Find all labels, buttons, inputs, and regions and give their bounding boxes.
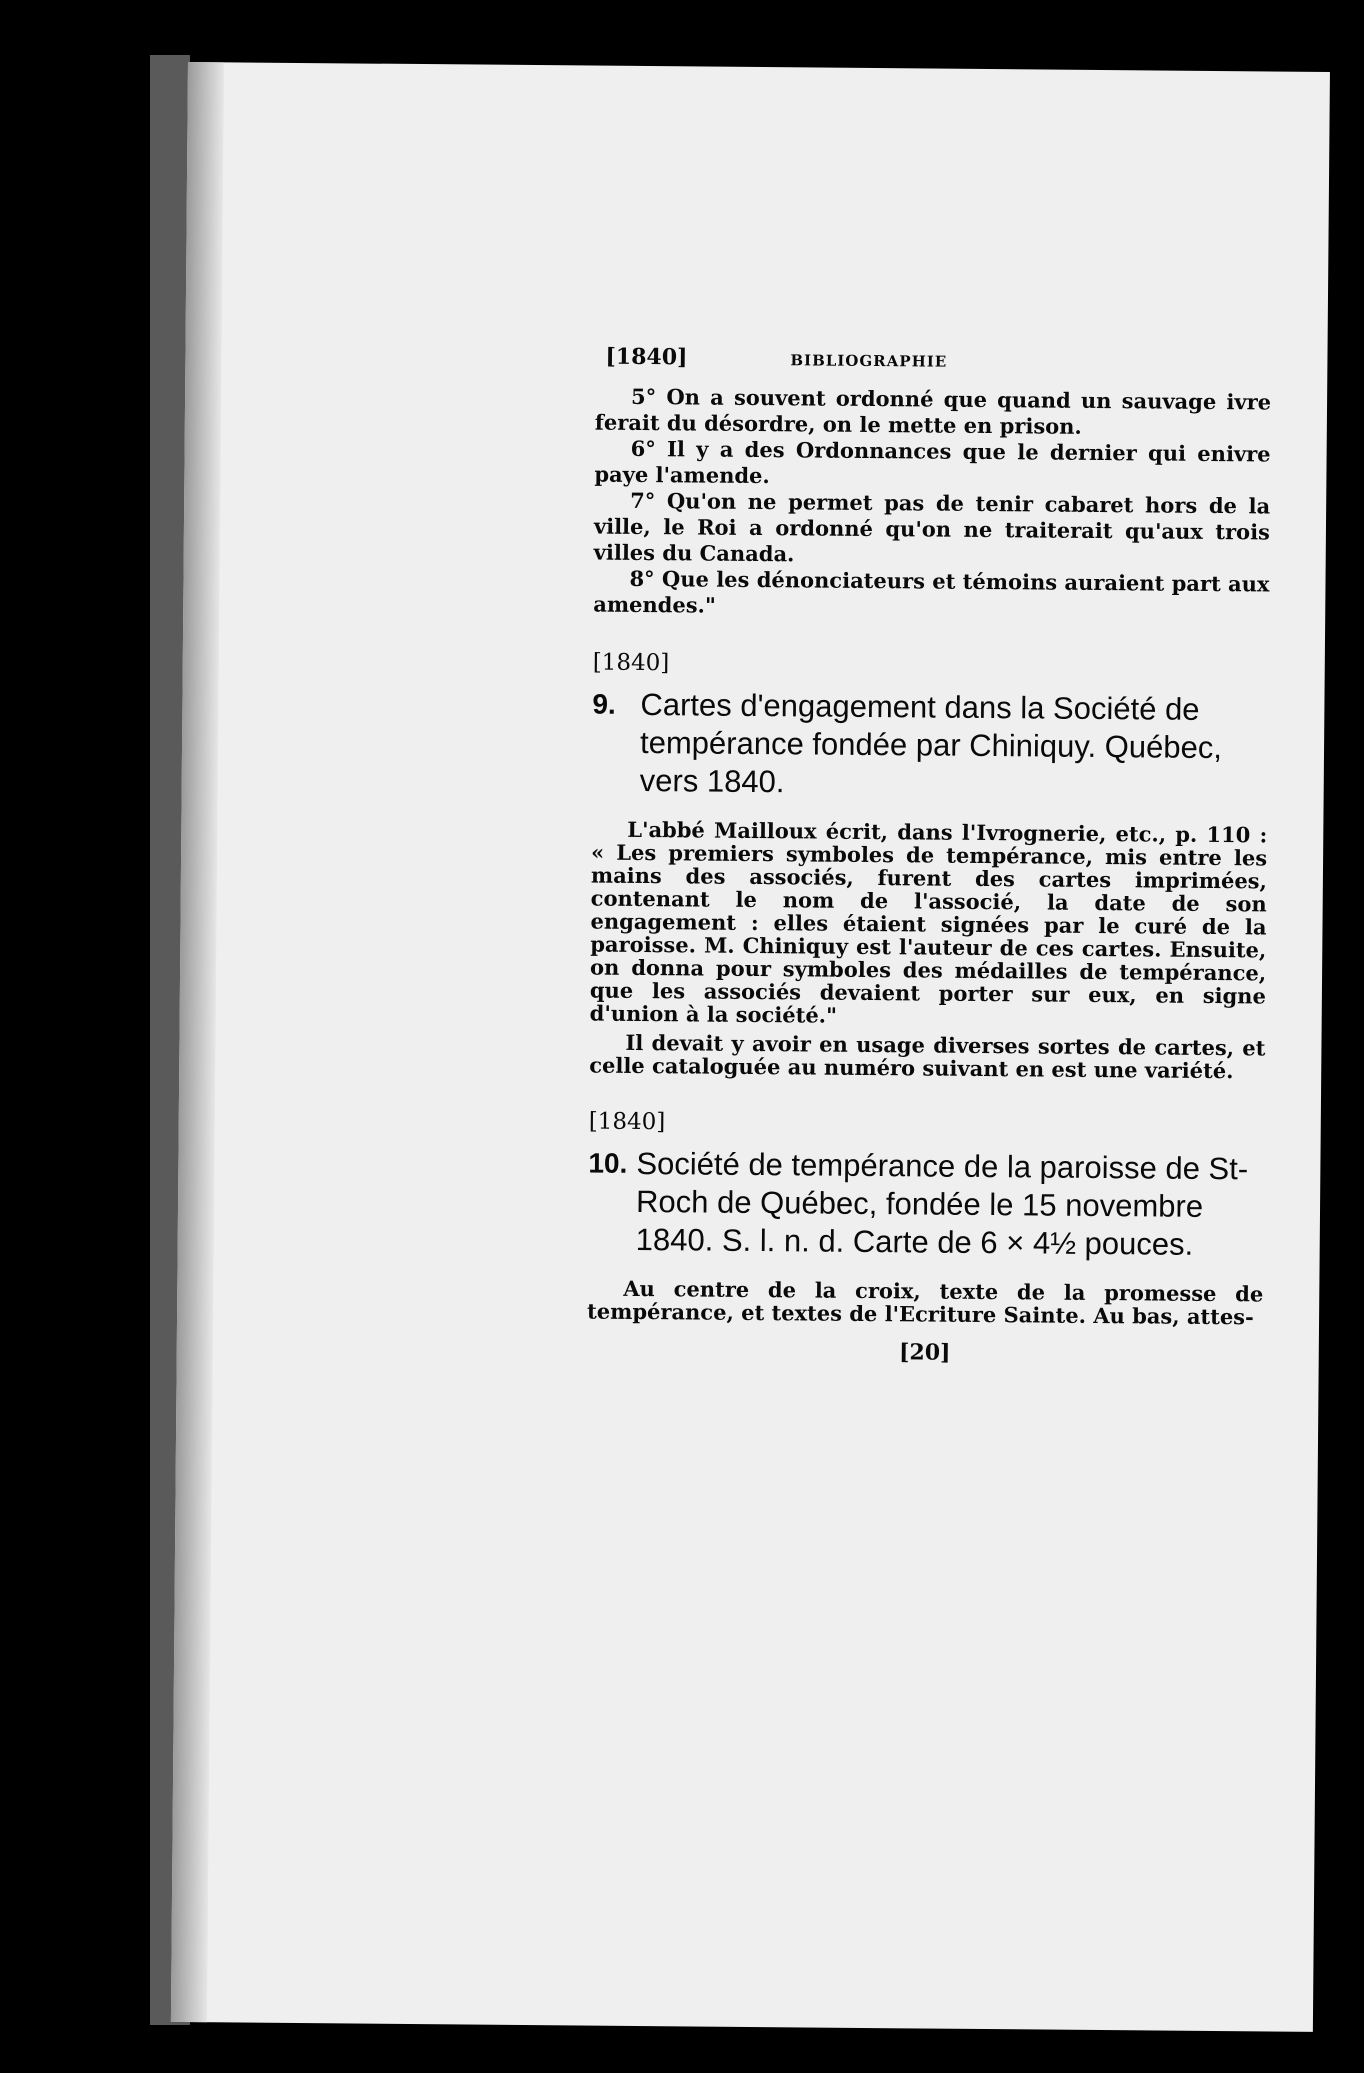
page-content xyxy=(587,344,1272,1369)
entry-number: 10. xyxy=(588,1147,628,1179)
entry-year: [1840] xyxy=(592,649,670,677)
entry-note: Au centre de la croix, texte de la promesse de tempérance, et textes de l'Ecriture Sainte. Au bas, attes- xyxy=(587,1275,1264,1330)
page-number: [20] xyxy=(898,1339,951,1366)
quote-item: 6° Il y a des Ordonnances que le dernier qui enivre paye l'amende. xyxy=(594,435,1271,489)
entry-title: Cartes d'engagement dans la Société de tempérance fondée par Chiniquy. Québec, vers 1840. xyxy=(639,686,1223,800)
entry-year: [1840] xyxy=(588,1108,666,1136)
entry-heading xyxy=(592,686,1269,806)
book-page xyxy=(171,62,1330,2032)
entry-number: 9. xyxy=(592,688,616,720)
quote-item: 7° Qu'on ne permet pas de tenir cabaret hors de la ville, le Roi a ordonné qu'on ne traiterait qu'aux trois villes du Canada. xyxy=(593,487,1271,567)
entry-title: Société de tempérance de la paroisse de St-Roch de Québec, fondée le 15 novembre 1840. S. l. n. d. Carte de 6 × 4½ pouces. xyxy=(635,1145,1249,1262)
entry-9 xyxy=(589,650,1269,1083)
running-head-year: [1840] xyxy=(605,343,688,371)
entry-10 xyxy=(587,1109,1265,1329)
entry-heading xyxy=(588,1145,1265,1265)
quote-list xyxy=(593,384,1271,624)
running-head xyxy=(595,344,1271,390)
running-head-title: BIBLIOGRAPHIE xyxy=(790,351,948,371)
entry-note: Il devait y avoir en usage diverses sortes de cartes, et celle cataloguée au numéro suivant en est une variété. xyxy=(589,1029,1266,1084)
quote-item: 8° Que les dénonciateurs et témoins auraient part aux amendes." xyxy=(593,565,1270,618)
quote-item: 5° On a souvent ordonné que quand un sauvage ivre ferait du désordre, on le mette en prison. xyxy=(594,383,1272,439)
entry-note: L'abbé Mailloux écrit, dans l'Ivrognerie, etc., p. 110 : « Les premiers symboles de tempérance, mis entre les mains des associés, furent des cartes imprimées, contenant le nom de l'associé, la date de son engagement : elles étaient signées par le curé de la paroisse. M. Chiniquy est l'auteur de ces cartes. Ensuite, on donna pour symboles des médailles de tempérance, que les associés devaient porter sur eux, en signe d'union à la société." xyxy=(589,816,1268,1028)
